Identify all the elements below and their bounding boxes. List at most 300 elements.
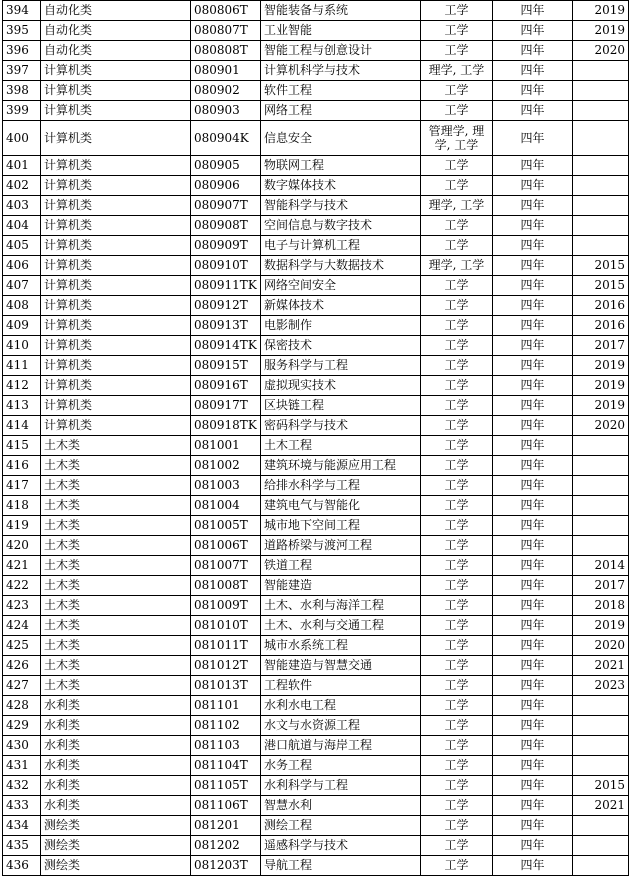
cell-major-code: 081009T xyxy=(191,596,261,616)
cell-serial-number: 397 xyxy=(3,61,41,81)
cell-degree: 工学 xyxy=(421,796,493,816)
cell-duration: 四年 xyxy=(493,656,573,676)
cell-major-code: 081004 xyxy=(191,496,261,516)
cell-duration: 四年 xyxy=(493,121,573,156)
cell-year-added: 2020 xyxy=(573,416,629,436)
cell-major-code: 081103 xyxy=(191,736,261,756)
table-row xyxy=(3,81,629,101)
cell-major-name: 数据科学与大数据技术 xyxy=(261,256,421,276)
cell-duration: 四年 xyxy=(493,416,573,436)
table-row xyxy=(3,716,629,736)
cell-category: 土木类 xyxy=(41,496,191,516)
cell-serial-number: 402 xyxy=(3,176,41,196)
cell-major-name: 水利科学与工程 xyxy=(261,776,421,796)
cell-major-code: 081105T xyxy=(191,776,261,796)
cell-major-code: 081013T xyxy=(191,676,261,696)
cell-year-added xyxy=(573,196,629,216)
cell-major-code: 081001 xyxy=(191,436,261,456)
cell-duration: 四年 xyxy=(493,736,573,756)
cell-year-added: 2016 xyxy=(573,296,629,316)
cell-major-code: 080906 xyxy=(191,176,261,196)
cell-degree: 工学 xyxy=(421,576,493,596)
cell-category: 土木类 xyxy=(41,596,191,616)
cell-year-added: 2020 xyxy=(573,636,629,656)
cell-degree: 工学 xyxy=(421,636,493,656)
cell-duration: 四年 xyxy=(493,496,573,516)
cell-year-added: 2019 xyxy=(573,376,629,396)
cell-duration: 四年 xyxy=(493,61,573,81)
table-row xyxy=(3,576,629,596)
table-row xyxy=(3,416,629,436)
cell-category: 计算机类 xyxy=(41,196,191,216)
cell-serial-number: 408 xyxy=(3,296,41,316)
table-row xyxy=(3,156,629,176)
cell-major-name: 智能工程与创意设计 xyxy=(261,41,421,61)
cell-degree: 工学 xyxy=(421,176,493,196)
cell-category: 土木类 xyxy=(41,636,191,656)
table-row xyxy=(3,476,629,496)
cell-major-name: 土木工程 xyxy=(261,436,421,456)
cell-major-name: 网络空间安全 xyxy=(261,276,421,296)
cell-year-added xyxy=(573,856,629,876)
cell-major-name: 港口航道与海岸工程 xyxy=(261,736,421,756)
table-row xyxy=(3,456,629,476)
cell-major-name: 道路桥梁与渡河工程 xyxy=(261,536,421,556)
cell-duration: 四年 xyxy=(493,396,573,416)
cell-category: 水利类 xyxy=(41,776,191,796)
table-row xyxy=(3,296,629,316)
cell-major-code: 080905 xyxy=(191,156,261,176)
table-row xyxy=(3,496,629,516)
cell-serial-number: 406 xyxy=(3,256,41,276)
table-row xyxy=(3,816,629,836)
cell-major-name: 建筑环境与能源应用工程 xyxy=(261,456,421,476)
table-row xyxy=(3,596,629,616)
cell-major-code: 080914TK xyxy=(191,336,261,356)
cell-major-name: 工程软件 xyxy=(261,676,421,696)
cell-duration: 四年 xyxy=(493,336,573,356)
cell-degree: 工学 xyxy=(421,556,493,576)
cell-category: 计算机类 xyxy=(41,81,191,101)
cell-category: 自动化类 xyxy=(41,1,191,21)
cell-category: 计算机类 xyxy=(41,176,191,196)
cell-serial-number: 403 xyxy=(3,196,41,216)
table-row xyxy=(3,436,629,456)
cell-major-name: 测绘工程 xyxy=(261,816,421,836)
cell-serial-number: 423 xyxy=(3,596,41,616)
cell-major-name: 智能科学与技术 xyxy=(261,196,421,216)
cell-major-code: 080910T xyxy=(191,256,261,276)
cell-category: 计算机类 xyxy=(41,156,191,176)
cell-serial-number: 414 xyxy=(3,416,41,436)
cell-year-added: 2015 xyxy=(573,776,629,796)
cell-degree: 工学 xyxy=(421,316,493,336)
cell-year-added: 2023 xyxy=(573,676,629,696)
cell-year-added: 2018 xyxy=(573,596,629,616)
cell-year-added xyxy=(573,756,629,776)
table-row xyxy=(3,636,629,656)
cell-degree: 工学 xyxy=(421,696,493,716)
table-row xyxy=(3,856,629,876)
cell-category: 水利类 xyxy=(41,756,191,776)
cell-year-added xyxy=(573,516,629,536)
cell-year-added xyxy=(573,236,629,256)
cell-major-code: 081104T xyxy=(191,756,261,776)
cell-serial-number: 396 xyxy=(3,41,41,61)
cell-duration: 四年 xyxy=(493,436,573,456)
cell-degree: 工学 xyxy=(421,756,493,776)
cell-category: 计算机类 xyxy=(41,216,191,236)
cell-major-name: 工业智能 xyxy=(261,21,421,41)
cell-year-added xyxy=(573,716,629,736)
cell-duration: 四年 xyxy=(493,536,573,556)
cell-year-added: 2017 xyxy=(573,576,629,596)
cell-degree: 工学 xyxy=(421,816,493,836)
cell-serial-number: 429 xyxy=(3,716,41,736)
cell-duration: 四年 xyxy=(493,636,573,656)
cell-serial-number: 435 xyxy=(3,836,41,856)
cell-serial-number: 401 xyxy=(3,156,41,176)
cell-major-name: 物联网工程 xyxy=(261,156,421,176)
table-row xyxy=(3,556,629,576)
cell-year-added: 2019 xyxy=(573,356,629,376)
cell-serial-number: 410 xyxy=(3,336,41,356)
cell-degree: 工学 xyxy=(421,216,493,236)
cell-major-code: 081003 xyxy=(191,476,261,496)
table-row xyxy=(3,336,629,356)
cell-major-name: 保密技术 xyxy=(261,336,421,356)
cell-major-name: 水利水电工程 xyxy=(261,696,421,716)
cell-year-added: 2014 xyxy=(573,556,629,576)
cell-serial-number: 427 xyxy=(3,676,41,696)
table-row xyxy=(3,121,629,156)
cell-major-name: 区块链工程 xyxy=(261,396,421,416)
cell-year-added xyxy=(573,81,629,101)
cell-serial-number: 412 xyxy=(3,376,41,396)
cell-major-name: 水务工程 xyxy=(261,756,421,776)
cell-major-code: 081002 xyxy=(191,456,261,476)
cell-year-added: 2017 xyxy=(573,336,629,356)
cell-degree: 理学, 工学 xyxy=(421,196,493,216)
cell-duration: 四年 xyxy=(493,256,573,276)
cell-degree: 工学 xyxy=(421,276,493,296)
cell-degree: 工学 xyxy=(421,296,493,316)
cell-major-name: 智能装备与系统 xyxy=(261,1,421,21)
cell-category: 计算机类 xyxy=(41,336,191,356)
cell-major-code: 081011T xyxy=(191,636,261,656)
cell-major-code: 080901 xyxy=(191,61,261,81)
cell-major-code: 080917T xyxy=(191,396,261,416)
cell-duration: 四年 xyxy=(493,516,573,536)
cell-serial-number: 425 xyxy=(3,636,41,656)
cell-duration: 四年 xyxy=(493,216,573,236)
cell-degree: 工学 xyxy=(421,81,493,101)
cell-serial-number: 420 xyxy=(3,536,41,556)
cell-degree: 工学 xyxy=(421,856,493,876)
table-row xyxy=(3,776,629,796)
cell-duration: 四年 xyxy=(493,356,573,376)
cell-duration: 四年 xyxy=(493,796,573,816)
cell-duration: 四年 xyxy=(493,856,573,876)
cell-major-name: 城市水系统工程 xyxy=(261,636,421,656)
cell-category: 计算机类 xyxy=(41,396,191,416)
cell-year-added: 2019 xyxy=(573,21,629,41)
cell-degree: 工学 xyxy=(421,336,493,356)
cell-degree: 工学 xyxy=(421,416,493,436)
cell-degree: 工学 xyxy=(421,836,493,856)
cell-category: 土木类 xyxy=(41,556,191,576)
table-row xyxy=(3,736,629,756)
cell-serial-number: 419 xyxy=(3,516,41,536)
cell-major-code: 080911TK xyxy=(191,276,261,296)
cell-degree: 工学 xyxy=(421,476,493,496)
cell-year-added: 2019 xyxy=(573,1,629,21)
cell-year-added xyxy=(573,816,629,836)
cell-major-code: 080912T xyxy=(191,296,261,316)
cell-major-name: 软件工程 xyxy=(261,81,421,101)
table-row xyxy=(3,376,629,396)
cell-major-name: 网络工程 xyxy=(261,101,421,121)
cell-year-added: 2021 xyxy=(573,796,629,816)
table-row xyxy=(3,196,629,216)
cell-major-code: 081102 xyxy=(191,716,261,736)
cell-degree: 工学 xyxy=(421,436,493,456)
cell-degree: 工学 xyxy=(421,21,493,41)
table-row xyxy=(3,616,629,636)
cell-major-code: 081005T xyxy=(191,516,261,536)
table-row xyxy=(3,176,629,196)
cell-category: 水利类 xyxy=(41,796,191,816)
cell-year-added xyxy=(573,536,629,556)
cell-category: 计算机类 xyxy=(41,276,191,296)
cell-major-code: 080918TK xyxy=(191,416,261,436)
cell-major-name: 虚拟现实技术 xyxy=(261,376,421,396)
cell-serial-number: 395 xyxy=(3,21,41,41)
cell-duration: 四年 xyxy=(493,556,573,576)
cell-category: 土木类 xyxy=(41,516,191,536)
cell-year-added xyxy=(573,696,629,716)
cell-major-code: 081008T xyxy=(191,576,261,596)
cell-category: 水利类 xyxy=(41,736,191,756)
cell-year-added xyxy=(573,476,629,496)
cell-serial-number: 428 xyxy=(3,696,41,716)
cell-year-added xyxy=(573,61,629,81)
table-row xyxy=(3,101,629,121)
cell-serial-number: 400 xyxy=(3,121,41,156)
cell-category: 土木类 xyxy=(41,456,191,476)
major-catalog-table xyxy=(2,0,629,876)
cell-degree: 理学, 工学 xyxy=(421,61,493,81)
cell-category: 自动化类 xyxy=(41,41,191,61)
cell-duration: 四年 xyxy=(493,21,573,41)
cell-major-name: 智能建造与智慧交通 xyxy=(261,656,421,676)
cell-category: 计算机类 xyxy=(41,121,191,156)
cell-serial-number: 404 xyxy=(3,216,41,236)
cell-degree: 工学 xyxy=(421,616,493,636)
table-row xyxy=(3,656,629,676)
cell-serial-number: 409 xyxy=(3,316,41,336)
cell-year-added xyxy=(573,456,629,476)
table-row xyxy=(3,516,629,536)
cell-degree: 工学 xyxy=(421,41,493,61)
cell-degree: 工学 xyxy=(421,376,493,396)
cell-major-code: 080913T xyxy=(191,316,261,336)
cell-serial-number: 398 xyxy=(3,81,41,101)
cell-year-added xyxy=(573,121,629,156)
cell-duration: 四年 xyxy=(493,236,573,256)
cell-degree: 工学 xyxy=(421,516,493,536)
cell-category: 计算机类 xyxy=(41,316,191,336)
table-row xyxy=(3,21,629,41)
cell-category: 计算机类 xyxy=(41,101,191,121)
cell-major-name: 城市地下空间工程 xyxy=(261,516,421,536)
cell-serial-number: 411 xyxy=(3,356,41,376)
cell-major-name: 空间信息与数字技术 xyxy=(261,216,421,236)
cell-degree: 工学 xyxy=(421,1,493,21)
cell-degree: 工学 xyxy=(421,101,493,121)
table-row xyxy=(3,256,629,276)
table-row xyxy=(3,676,629,696)
cell-major-code: 080916T xyxy=(191,376,261,396)
table-row xyxy=(3,396,629,416)
cell-major-code: 080904K xyxy=(191,121,261,156)
cell-category: 测绘类 xyxy=(41,816,191,836)
cell-category: 土木类 xyxy=(41,536,191,556)
cell-year-added: 2019 xyxy=(573,396,629,416)
cell-category: 测绘类 xyxy=(41,856,191,876)
cell-duration: 四年 xyxy=(493,156,573,176)
cell-degree: 工学 xyxy=(421,496,493,516)
table-row xyxy=(3,836,629,856)
cell-serial-number: 434 xyxy=(3,816,41,836)
cell-major-name: 导航工程 xyxy=(261,856,421,876)
cell-major-code: 080909T xyxy=(191,236,261,256)
cell-major-code: 081010T xyxy=(191,616,261,636)
cell-major-name: 信息安全 xyxy=(261,121,421,156)
cell-degree: 工学 xyxy=(421,396,493,416)
cell-major-name: 数字媒体技术 xyxy=(261,176,421,196)
cell-major-name: 计算机科学与技术 xyxy=(261,61,421,81)
cell-category: 土木类 xyxy=(41,576,191,596)
cell-major-code: 080808T xyxy=(191,41,261,61)
cell-major-name: 电影制作 xyxy=(261,316,421,336)
cell-duration: 四年 xyxy=(493,776,573,796)
cell-degree: 工学 xyxy=(421,156,493,176)
cell-major-code: 081203T xyxy=(191,856,261,876)
table-row xyxy=(3,236,629,256)
cell-major-code: 080903 xyxy=(191,101,261,121)
cell-duration: 四年 xyxy=(493,296,573,316)
cell-duration: 四年 xyxy=(493,101,573,121)
table-body xyxy=(3,1,629,876)
table-row xyxy=(3,61,629,81)
cell-duration: 四年 xyxy=(493,676,573,696)
cell-serial-number: 405 xyxy=(3,236,41,256)
cell-duration: 四年 xyxy=(493,476,573,496)
table-row xyxy=(3,216,629,236)
cell-year-added: 2015 xyxy=(573,276,629,296)
cell-duration: 四年 xyxy=(493,756,573,776)
cell-year-added xyxy=(573,176,629,196)
cell-serial-number: 426 xyxy=(3,656,41,676)
cell-major-name: 新媒体技术 xyxy=(261,296,421,316)
cell-degree: 工学 xyxy=(421,776,493,796)
cell-major-name: 密码科学与技术 xyxy=(261,416,421,436)
cell-major-name: 土木、水利与海洋工程 xyxy=(261,596,421,616)
cell-duration: 四年 xyxy=(493,316,573,336)
cell-major-code: 080915T xyxy=(191,356,261,376)
cell-duration: 四年 xyxy=(493,456,573,476)
cell-major-code: 081012T xyxy=(191,656,261,676)
cell-category: 水利类 xyxy=(41,716,191,736)
cell-degree: 工学 xyxy=(421,656,493,676)
cell-year-added: 2020 xyxy=(573,41,629,61)
cell-major-code: 080902 xyxy=(191,81,261,101)
cell-degree: 工学 xyxy=(421,356,493,376)
cell-year-added xyxy=(573,496,629,516)
cell-duration: 四年 xyxy=(493,696,573,716)
cell-major-name: 土木、水利与交通工程 xyxy=(261,616,421,636)
cell-major-name: 给排水科学与工程 xyxy=(261,476,421,496)
cell-major-code: 080806T xyxy=(191,1,261,21)
cell-major-name: 服务科学与工程 xyxy=(261,356,421,376)
cell-duration: 四年 xyxy=(493,576,573,596)
cell-serial-number: 415 xyxy=(3,436,41,456)
cell-duration: 四年 xyxy=(493,176,573,196)
cell-serial-number: 424 xyxy=(3,616,41,636)
cell-major-name: 水文与水资源工程 xyxy=(261,716,421,736)
cell-category: 土木类 xyxy=(41,656,191,676)
cell-major-code: 081007T xyxy=(191,556,261,576)
table-row xyxy=(3,276,629,296)
cell-major-code: 080807T xyxy=(191,21,261,41)
cell-serial-number: 431 xyxy=(3,756,41,776)
table-row xyxy=(3,536,629,556)
cell-degree: 理学, 工学 xyxy=(421,256,493,276)
cell-major-name: 智能建造 xyxy=(261,576,421,596)
cell-duration: 四年 xyxy=(493,836,573,856)
cell-degree: 工学 xyxy=(421,716,493,736)
cell-year-added: 2016 xyxy=(573,316,629,336)
table-row xyxy=(3,316,629,336)
cell-degree: 工学 xyxy=(421,236,493,256)
cell-year-added xyxy=(573,436,629,456)
cell-year-added xyxy=(573,736,629,756)
cell-serial-number: 418 xyxy=(3,496,41,516)
cell-degree: 工学 xyxy=(421,456,493,476)
cell-year-added xyxy=(573,216,629,236)
cell-category: 测绘类 xyxy=(41,836,191,856)
cell-duration: 四年 xyxy=(493,41,573,61)
cell-category: 土木类 xyxy=(41,616,191,636)
cell-serial-number: 421 xyxy=(3,556,41,576)
cell-major-name: 铁道工程 xyxy=(261,556,421,576)
cell-major-name: 建筑电气与智能化 xyxy=(261,496,421,516)
cell-degree: 工学 xyxy=(421,676,493,696)
cell-duration: 四年 xyxy=(493,1,573,21)
cell-category: 计算机类 xyxy=(41,296,191,316)
table-row xyxy=(3,41,629,61)
cell-serial-number: 422 xyxy=(3,576,41,596)
cell-major-code: 081106T xyxy=(191,796,261,816)
cell-serial-number: 407 xyxy=(3,276,41,296)
cell-major-name: 电子与计算机工程 xyxy=(261,236,421,256)
cell-year-added: 2015 xyxy=(573,256,629,276)
cell-degree: 管理学, 理学, 工学 xyxy=(421,121,493,156)
cell-degree: 工学 xyxy=(421,736,493,756)
cell-serial-number: 399 xyxy=(3,101,41,121)
cell-serial-number: 432 xyxy=(3,776,41,796)
